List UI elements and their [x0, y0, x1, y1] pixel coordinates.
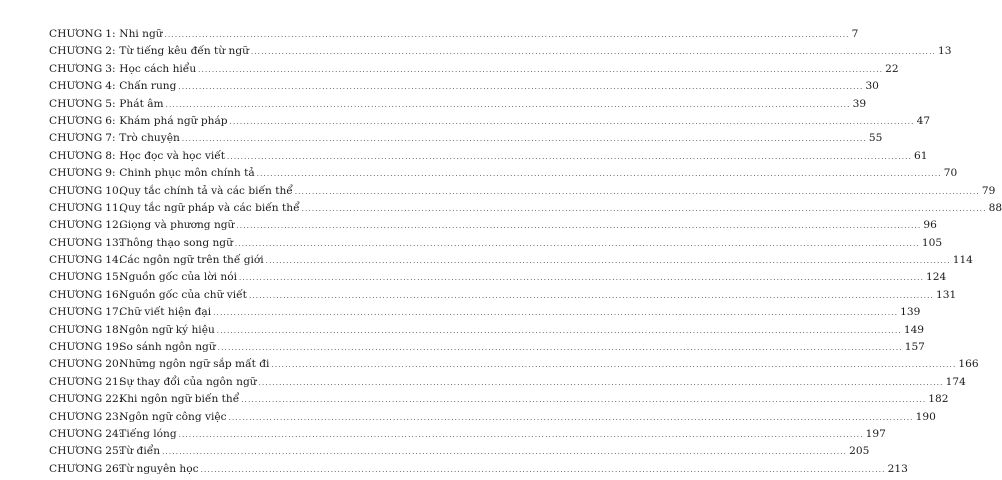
chapter-label: CHƯƠNG	[49, 410, 103, 423]
chapter-title: Ngôn ngữ công việc	[119, 410, 227, 423]
page-number: 139	[900, 306, 921, 319]
toc-entry[interactable]	[49, 114, 931, 132]
chapter-number: 17:	[105, 306, 123, 319]
dot-leader	[227, 153, 912, 161]
toc-entry[interactable]	[49, 288, 957, 306]
chapter-label: CHƯƠNG	[49, 184, 103, 197]
chapter-number: 25:	[105, 445, 123, 458]
chapter-number: 19:	[105, 341, 123, 354]
dot-leader	[217, 327, 902, 335]
chapter-label: CHƯƠNG	[49, 236, 103, 249]
chapter-number: 26:	[105, 462, 123, 475]
dot-leader	[162, 448, 847, 456]
chapter-number: 1:	[105, 28, 116, 40]
dot-leader	[295, 188, 980, 196]
toc-entry[interactable]	[49, 97, 867, 115]
dot-leader	[201, 466, 886, 474]
chapter-number: 22:	[105, 393, 123, 406]
chapter-label: CHƯƠNG	[49, 306, 103, 319]
page-number: 61	[914, 149, 928, 162]
dot-leader	[218, 344, 903, 352]
page-number: 79	[981, 184, 996, 197]
page-number: 39	[852, 97, 867, 110]
chapter-title: Từ điển	[119, 445, 161, 458]
chapter-label: CHƯƠNG	[49, 375, 103, 388]
toc-entry[interactable]	[49, 236, 943, 254]
toc-entry[interactable]	[49, 45, 952, 62]
dot-leader	[179, 431, 864, 439]
toc-entry[interactable]	[49, 28, 859, 45]
chapter-label: CHƯƠNG	[49, 323, 103, 336]
page-number: 166	[958, 358, 979, 371]
page-number: 205	[849, 445, 870, 458]
dot-leader	[241, 396, 926, 404]
chapter-title: Học đọc và học viết	[119, 149, 225, 162]
dot-leader	[213, 309, 898, 317]
chapter-title: Học cách hiểu	[119, 62, 197, 75]
page-number: 114	[952, 254, 973, 267]
toc-entry[interactable]	[49, 375, 966, 393]
chapter-title: Ngôn ngữ ký hiệu	[119, 323, 215, 336]
chapter-number: 18:	[105, 323, 123, 336]
dot-leader	[251, 48, 936, 56]
chapter-number: 2:	[105, 45, 116, 58]
chapter-label: CHƯƠNG	[49, 80, 103, 93]
dot-leader	[182, 135, 867, 143]
page-number: 30	[865, 80, 879, 93]
chapter-label: CHƯƠNG	[49, 28, 103, 40]
dot-leader	[257, 170, 942, 178]
toc-entry[interactable]	[49, 254, 973, 271]
chapter-number: 15:	[105, 271, 123, 284]
toc-entry[interactable]	[49, 393, 949, 410]
chapter-label: CHƯƠNG	[49, 288, 103, 301]
chapter-title: Quy tắc chính tả và các biến thể	[119, 184, 293, 197]
toc-entry[interactable]	[49, 306, 921, 323]
chapter-label: CHƯƠNG	[49, 167, 103, 180]
dot-leader	[198, 66, 883, 74]
dot-leader	[166, 101, 851, 109]
toc-entry[interactable]	[49, 219, 937, 236]
toc-entry[interactable]	[49, 462, 908, 480]
page-number: 96	[923, 219, 937, 232]
chapter-number: 3:	[105, 62, 116, 75]
dot-leader	[302, 205, 987, 213]
chapter-label: CHƯƠNG	[49, 97, 103, 110]
chapter-label: CHƯƠNG	[49, 341, 103, 354]
chapter-title: Những ngôn ngữ sắp mất đi	[119, 358, 270, 371]
toc-entry[interactable]	[49, 323, 925, 341]
chapter-label: CHƯƠNG	[49, 149, 103, 162]
chapter-label: CHƯƠNG	[49, 219, 103, 232]
chapter-title: Chinh phục môn chính tả	[119, 167, 255, 180]
page-number: 88	[988, 201, 1002, 214]
page-number: 124	[926, 271, 947, 284]
page-number: 149	[903, 323, 925, 336]
toc-entry[interactable]	[49, 184, 996, 202]
chapter-title: Quy tắc ngữ pháp và các biến thể	[119, 201, 300, 214]
page-number: 131	[935, 288, 957, 301]
toc-entry[interactable]	[49, 358, 979, 375]
chapter-number: 8:	[105, 149, 116, 162]
chapter-number: 5:	[105, 97, 116, 110]
chapter-title: Từ nguyên học	[119, 462, 199, 475]
dot-leader	[236, 222, 921, 230]
chapter-title: Trò chuyện	[119, 132, 180, 145]
chapter-title: Chữ viết hiện đại	[119, 306, 212, 319]
toc-entry[interactable]	[49, 201, 1002, 219]
dot-leader	[266, 257, 951, 265]
chapter-title: Thông thạo song ngữ	[119, 236, 233, 249]
dot-leader	[178, 83, 863, 91]
dot-leader	[249, 292, 934, 300]
chapter-number: 10:	[105, 184, 123, 197]
chapter-number: 7:	[105, 132, 116, 145]
chapter-title: Chấn rung	[119, 80, 177, 93]
chapter-title: Từ tiếng kêu đến từ ngữ	[119, 45, 249, 58]
dot-leader	[229, 414, 914, 422]
chapter-number: 21:	[105, 375, 123, 388]
chapter-label: CHƯƠNG	[49, 201, 103, 214]
chapter-label: CHƯƠNG	[49, 45, 103, 58]
toc-entry[interactable]	[49, 149, 928, 167]
chapter-label: CHƯƠNG	[49, 462, 103, 475]
chapter-title: Các ngôn ngữ trên thế giới	[119, 254, 264, 267]
toc-entry[interactable]	[49, 271, 947, 288]
chapter-number: 20:	[105, 358, 123, 371]
chapter-title: Nhi ngữ	[119, 28, 163, 40]
chapter-title: So sánh ngôn ngữ	[119, 341, 216, 354]
chapter-title: Khi ngôn ngữ biến thể	[119, 393, 240, 406]
chapter-label: CHƯƠNG	[49, 445, 103, 458]
toc-entry[interactable]	[49, 167, 958, 184]
toc-entry[interactable]	[49, 427, 886, 445]
page-number: 182	[928, 393, 949, 406]
chapter-label: CHƯƠNG	[49, 254, 103, 267]
chapter-title: Nguồn gốc của lời nói	[119, 271, 237, 284]
table-of-contents	[49, 28, 1002, 480]
page-number: 174	[945, 375, 966, 388]
page-number: 47	[916, 114, 931, 127]
chapter-label: CHƯƠNG	[49, 62, 103, 75]
dot-leader	[259, 379, 944, 387]
page-number: 213	[887, 462, 908, 475]
chapter-number: 16:	[105, 288, 123, 301]
chapter-title: Phát âm	[119, 97, 164, 110]
dot-leader	[230, 118, 915, 126]
toc-entry[interactable]	[49, 80, 879, 97]
page-number: 7	[851, 28, 859, 40]
chapter-number: 23:	[105, 410, 123, 423]
page-number: 157	[904, 341, 925, 354]
toc-entry[interactable]	[49, 341, 925, 358]
chapter-number: 24:	[105, 427, 123, 440]
chapter-title: Khám phá ngữ pháp	[119, 114, 228, 127]
chapter-number: 9:	[105, 167, 116, 180]
dot-leader	[271, 361, 956, 369]
toc-entry[interactable]	[49, 445, 870, 462]
chapter-label: CHƯƠNG	[49, 271, 103, 284]
page-number: 13	[937, 45, 952, 58]
page-number: 70	[943, 167, 958, 180]
dot-leader	[235, 240, 920, 248]
chapter-label: CHƯƠNG	[49, 393, 103, 406]
toc-entry[interactable]	[49, 410, 936, 428]
chapter-number: 13:	[105, 236, 123, 249]
chapter-title: Tiếng lóng	[119, 427, 177, 440]
chapter-number: 12:	[105, 219, 123, 232]
page-number: 197	[865, 427, 886, 440]
dot-leader	[239, 274, 924, 282]
chapter-title: Nguồn gốc của chữ viết	[119, 288, 247, 301]
page-number: 105	[921, 236, 943, 249]
toc-entry[interactable]	[49, 132, 883, 149]
dot-leader	[165, 31, 850, 39]
chapter-number: 6:	[105, 114, 116, 127]
chapter-label: CHƯƠNG	[49, 427, 103, 440]
page-number: 190	[915, 410, 936, 423]
chapter-number: 14:	[105, 254, 123, 267]
chapter-label: CHƯƠNG	[49, 114, 103, 127]
toc-entry[interactable]	[49, 62, 899, 80]
chapter-number: 4:	[105, 80, 116, 93]
chapter-number: 11:	[105, 201, 123, 214]
page-number: 22	[885, 62, 899, 75]
page-number: 55	[868, 132, 883, 145]
chapter-title: Giọng và phương ngữ	[119, 219, 235, 232]
chapter-label: CHƯƠNG	[49, 358, 103, 371]
chapter-title: Sự thay đổi của ngôn ngữ	[119, 375, 257, 388]
chapter-label: CHƯƠNG	[49, 132, 103, 145]
